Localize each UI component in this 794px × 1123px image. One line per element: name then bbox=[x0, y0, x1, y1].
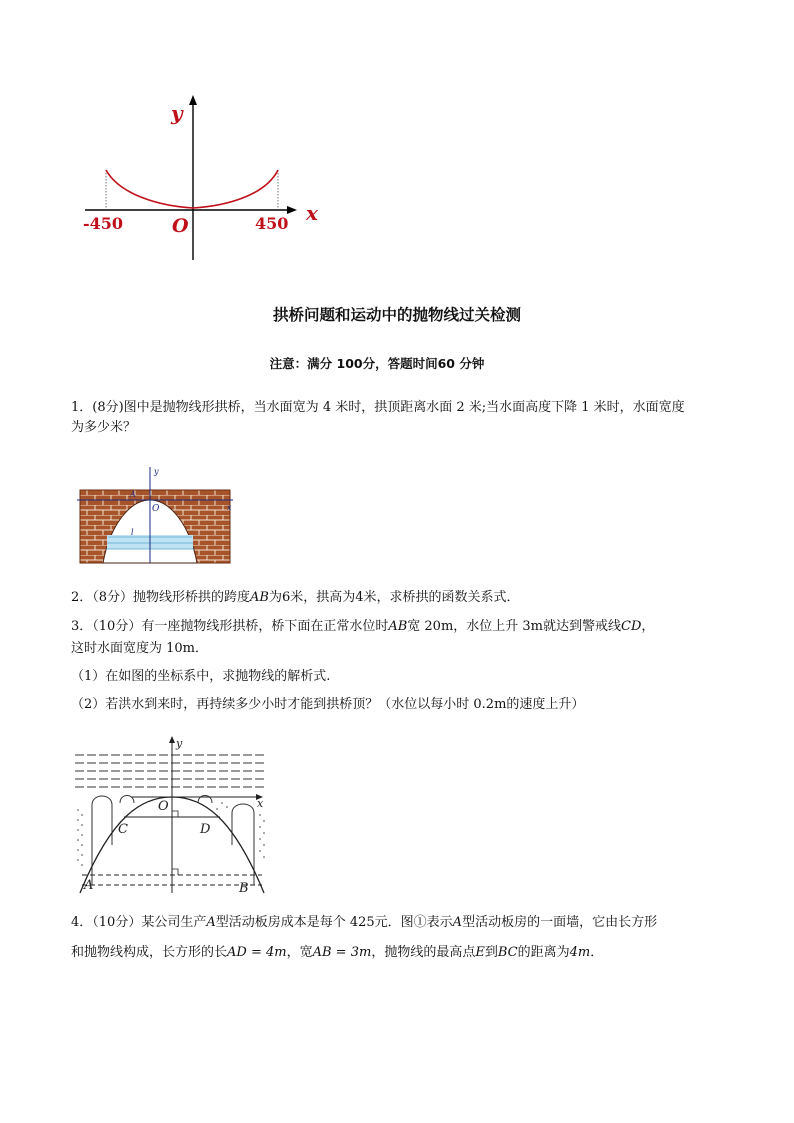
q4-line2-c: ，抛物线的最高点 bbox=[371, 945, 476, 960]
y-axis-arrow-icon bbox=[189, 95, 197, 105]
right-angle-cd bbox=[172, 811, 178, 817]
q4-line2-e: 的距离为 bbox=[517, 945, 570, 960]
question-3-text bbox=[71, 616, 731, 716]
question-2-text bbox=[71, 588, 731, 608]
question-3-prefix: 3．（10分）有一座抛物线形拱桥，桥下面在正常水位时 bbox=[71, 619, 389, 634]
question-1-text bbox=[71, 398, 731, 438]
question-4-line-1 bbox=[71, 908, 731, 938]
stone-texture bbox=[77, 802, 265, 866]
point-d-label: D bbox=[200, 822, 211, 837]
question-3-comma: ， bbox=[641, 619, 655, 634]
parabola-curve bbox=[106, 170, 278, 208]
question-1-line-2: 为多少米？ bbox=[71, 420, 137, 435]
origin-label: O bbox=[152, 504, 160, 514]
q4-var-e: E bbox=[475, 945, 485, 960]
page-title: 拱桥问题和运动中的抛物线过关检测 bbox=[272, 306, 521, 324]
question-2-suffix: 为6米，拱高为4米，求桥拱的函数关系式． bbox=[269, 590, 520, 605]
y-axis-label: y bbox=[176, 737, 183, 750]
q4-eq-ad: AD = 4m bbox=[227, 945, 287, 960]
small-arch-left-2 bbox=[120, 796, 134, 804]
y-axis-label: y bbox=[171, 101, 183, 125]
x-axis-arrow-icon bbox=[287, 206, 297, 214]
question-4-text bbox=[71, 908, 731, 968]
q4-line2-a: 和抛物线构成，长方形的长 bbox=[71, 945, 228, 960]
top-brick-rows bbox=[75, 755, 267, 787]
q4-var-a-1: A bbox=[206, 915, 216, 930]
q4-eq-ab: AB = 3m bbox=[312, 945, 372, 960]
point-a-label: A bbox=[84, 878, 94, 893]
origin-label: O bbox=[172, 215, 189, 237]
question-1-line-1: 1．(8分)图中是抛物线形拱桥，当水面宽为 4 米时，拱顶距离水面 2 米;当水面高度下降 1 米时，水面宽度 bbox=[71, 400, 685, 415]
question-3-line-1 bbox=[71, 616, 731, 638]
question-3-sub-2: （2）若洪水到来时，再持续多少小时才能到拱桥顶？（水位以每小时 0.2m的速度上升） bbox=[71, 697, 585, 712]
left-tick-label: -450 bbox=[83, 214, 124, 233]
q4-part-3: 型活动板房的一面墙，它由长方形 bbox=[462, 915, 658, 930]
q4-eq-4m: 4m bbox=[569, 945, 591, 960]
question-1-bridge-figure bbox=[75, 465, 240, 565]
question-3-var-cd: CD bbox=[621, 619, 642, 634]
x-axis-label: x bbox=[257, 797, 264, 810]
x-axis-label: x bbox=[306, 201, 318, 225]
origin-label: O bbox=[158, 799, 169, 814]
width-l-label: l bbox=[131, 528, 134, 537]
question-2-prefix: 2．（8分）抛物线形桥拱的跨度 bbox=[71, 590, 251, 605]
q4-line2-d: 到 bbox=[484, 945, 498, 960]
q4-part-1: 4．（10分）某公司生产 bbox=[71, 915, 207, 930]
q4-part-2: 型活动板房成本是每个 425元．图①表示 bbox=[215, 915, 453, 930]
question-3-line-2: 这时水面宽度为 10m． bbox=[71, 641, 209, 656]
q4-var-bc: BC bbox=[497, 945, 518, 960]
point-c-label: C bbox=[118, 822, 128, 837]
point-a-label: A bbox=[130, 490, 136, 499]
question-3-mid: 宽 20m，水位上升 3m就达到警戒线 bbox=[407, 619, 622, 634]
q4-line2-b: ，宽 bbox=[286, 945, 313, 960]
x-axis-label: x bbox=[227, 503, 232, 512]
exam-notice: 注意：满分 100分，答题时间60 分钟 bbox=[269, 356, 485, 371]
q4-line2-f: ． bbox=[590, 945, 604, 960]
question-4-line-2 bbox=[71, 938, 731, 968]
small-arch-left bbox=[92, 796, 112, 885]
right-angle-ab bbox=[172, 869, 178, 875]
small-arch-right-2 bbox=[232, 804, 254, 885]
y-axis-arrow-icon bbox=[169, 736, 175, 743]
right-tick-label: 450 bbox=[255, 214, 289, 233]
question-3-bridge-figure bbox=[72, 735, 272, 895]
parabola-graph-figure bbox=[75, 90, 335, 265]
q4-var-a-2: A bbox=[452, 915, 463, 930]
question-3-sub-1: （1）在如图的坐标系中，求抛物线的解析式. bbox=[71, 669, 331, 684]
point-b-label: B bbox=[239, 881, 249, 895]
y-axis-label: y bbox=[154, 467, 159, 476]
question-3-var-ab: AB bbox=[388, 619, 408, 634]
question-2-var-ab: AB bbox=[250, 590, 269, 605]
